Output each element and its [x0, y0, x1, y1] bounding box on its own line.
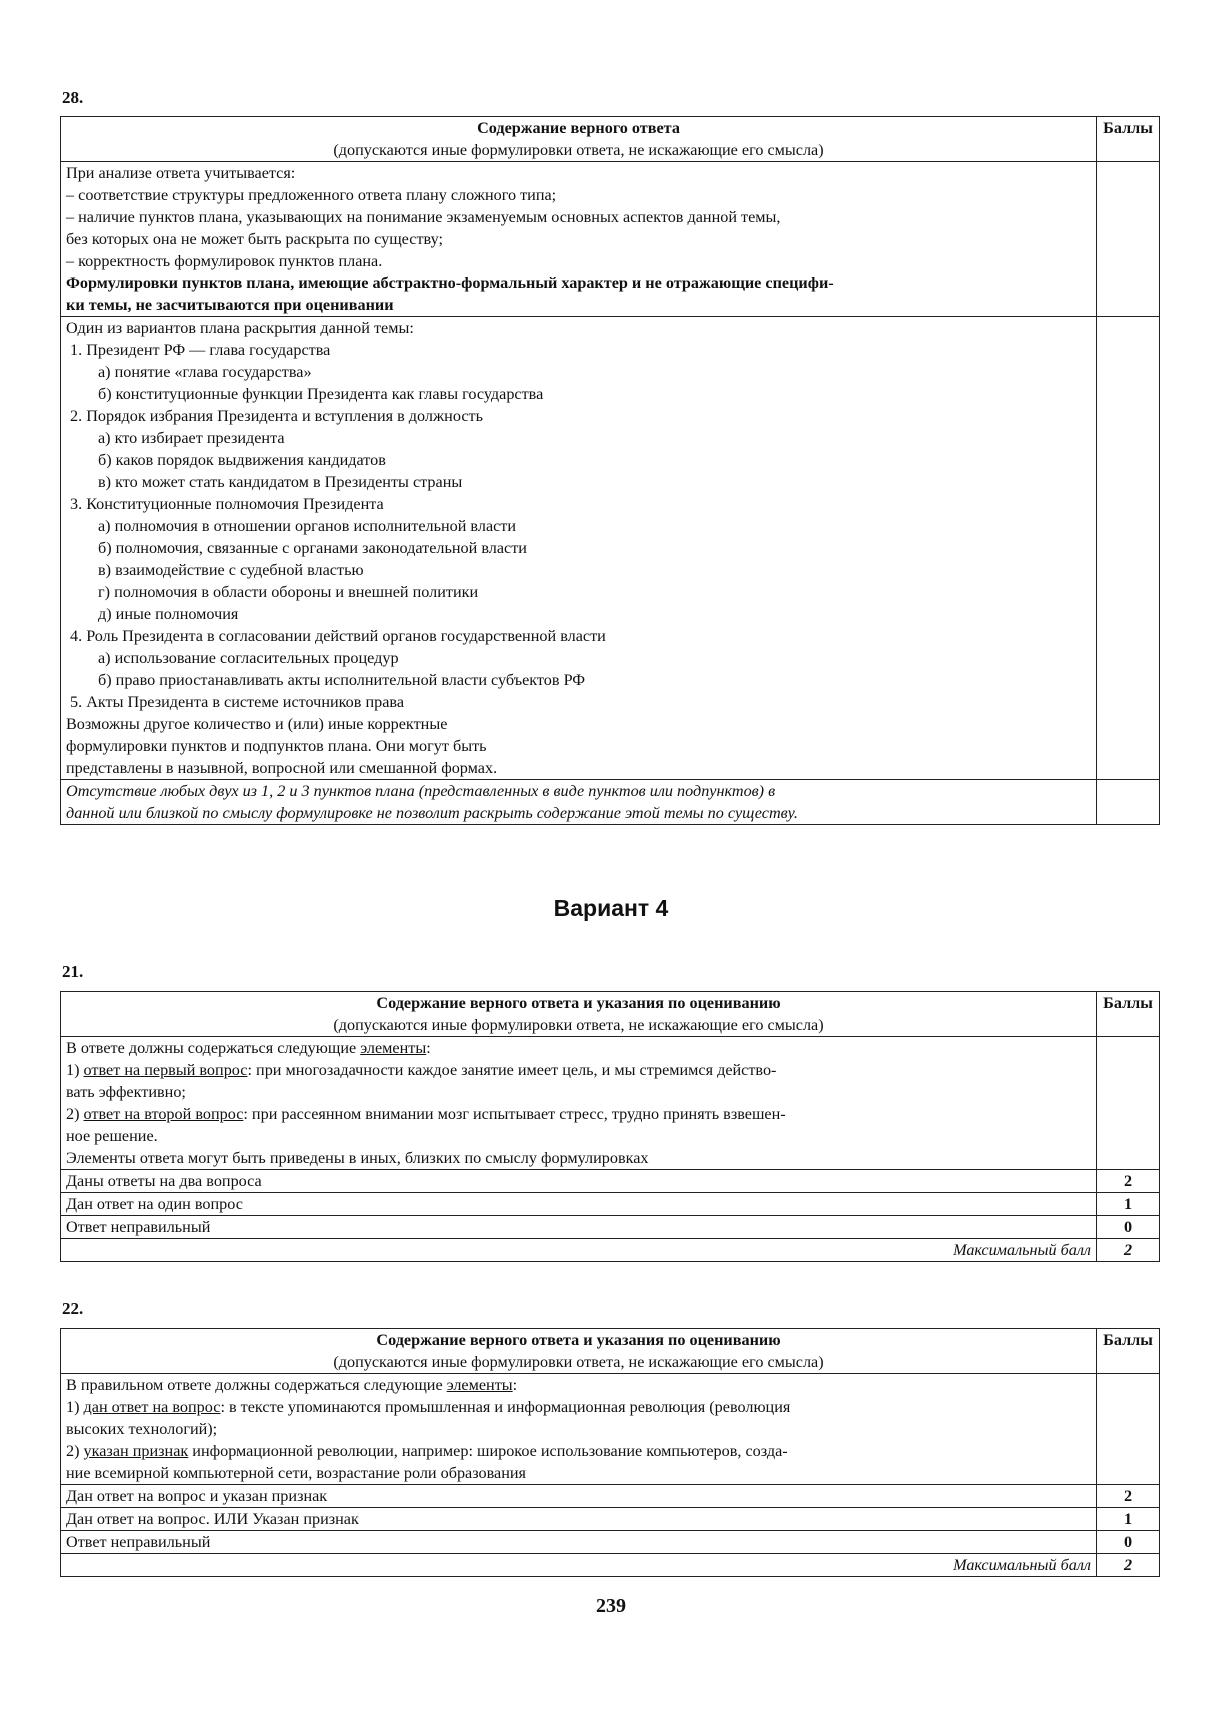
element-2: 2) ответ на второй вопрос: при рассеянном внимании мозг испытывает стресс, трудно принять взвешен-	[66, 1105, 786, 1123]
criteria-line: без которых она не может быть раскрыта по существу;	[66, 230, 443, 248]
plan-subitem: а) кто избирает президента	[98, 429, 285, 447]
plan-item: 1. Президент РФ — глава государства	[70, 341, 331, 359]
header-title: Содержание верного ответа и указания по оцениванию	[376, 994, 781, 1012]
variant-title: Вариант 4	[553, 895, 669, 921]
criteria-bold-line: ки темы, не засчитываются при оценивании	[66, 296, 394, 314]
points-header: Баллы	[1097, 1329, 1160, 1374]
criteria-line: – соответствие структуры предложенного ответа плану сложного типа;	[66, 186, 557, 204]
page-number: 239	[596, 1595, 626, 1617]
header-subtitle: (допускаются иные формулировки ответа, не искажающие его смысла)	[333, 1353, 824, 1371]
table-header	[61, 117, 1097, 162]
element-1: 1) ответ на первый вопрос: при многозадачности каждое занятие имеет цель, и мы стремимся действо-	[66, 1061, 777, 1079]
elements-cell	[61, 1037, 1097, 1170]
table-header	[61, 992, 1097, 1037]
score-row	[61, 1508, 1160, 1531]
plan-subitem: б) конституционные функции Президента как главы государства	[98, 385, 544, 403]
score-label: Ответ неправильный	[61, 1216, 1097, 1239]
score-points: 2	[1097, 1170, 1160, 1193]
points-header: Баллы	[1097, 992, 1160, 1037]
header-title: Содержание верного ответа и указания по оцениванию	[376, 1331, 781, 1349]
plan-subitem: а) полномочия в отношении органов исполнительной власти	[98, 517, 517, 535]
max-score-row	[61, 1554, 1160, 1577]
criteria-line: – корректность формулировок пунктов плана.	[66, 252, 383, 270]
italic-note-cell	[61, 780, 1097, 825]
score-row	[61, 1531, 1160, 1554]
score-points: 1	[1097, 1193, 1160, 1216]
question-number-22: 22.	[62, 1299, 84, 1318]
points-cell	[1097, 317, 1160, 780]
plan-item: 5. Акты Президента в системе источников права	[70, 693, 405, 711]
elements-intro: В правильном ответе должны содержаться следующие элементы:	[66, 1376, 518, 1394]
score-label: Даны ответы на два вопроса	[61, 1170, 1097, 1193]
element-1: 1) дан ответ на вопрос: в тексте упоминаются промышленная и информационная революция (революция	[66, 1398, 791, 1416]
element-1-cont: высоких технологий);	[66, 1420, 218, 1438]
points-cell	[1097, 780, 1160, 825]
points-cell	[1097, 162, 1160, 317]
score-row	[61, 1193, 1160, 1216]
score-points: 1	[1097, 1508, 1160, 1531]
score-points: 0	[1097, 1531, 1160, 1554]
italic-note: данной или близкой по смыслу формулировке не позволит раскрыть содержание этой темы по существу.	[66, 804, 798, 822]
question-number-28: 28.	[62, 88, 84, 107]
score-row	[61, 1216, 1160, 1239]
criteria-cell	[61, 162, 1097, 317]
score-row	[61, 1485, 1160, 1508]
plan-cell	[61, 317, 1097, 780]
plan-subitem: б) полномочия, связанные с органами законодательной власти	[98, 539, 527, 557]
italic-note: Отсутствие любых двух из 1, 2 и 3 пунктов плана (представленных в виде пунктов или подпунктов) в	[66, 782, 776, 800]
max-score-points: 2	[1097, 1239, 1160, 1262]
plan-intro: Один из вариантов плана раскрытия данной темы:	[66, 319, 414, 337]
score-points: 0	[1097, 1216, 1160, 1239]
plan-subitem: д) иные полномочия	[98, 605, 239, 623]
score-label: Дан ответ на вопрос. ИЛИ Указан признак	[61, 1508, 1097, 1531]
criteria-line: При анализе ответа учитывается:	[66, 164, 296, 182]
header-subtitle: (допускаются иные формулировки ответа, не искажающие его смысла)	[333, 141, 824, 159]
max-score-points: 2	[1097, 1554, 1160, 1577]
question-number-21: 21.	[62, 962, 84, 981]
plan-subitem: г) полномочия в области обороны и внешней политики	[98, 583, 479, 601]
answer-table-22	[60, 1328, 1160, 1577]
plan-subitem: в) взаимодействие с судебной властью	[98, 561, 364, 579]
element-2-cont: ние всемирной компьютерной сети, возрастание роли образования	[66, 1464, 526, 1482]
points-header: Баллы	[1097, 117, 1160, 162]
max-score-row	[61, 1239, 1160, 1262]
score-label: Дан ответ на вопрос и указан признак	[61, 1485, 1097, 1508]
score-points: 2	[1097, 1485, 1160, 1508]
plan-subitem: б) право приостанавливать акты исполнительной власти субъектов РФ	[98, 671, 586, 689]
score-label: Ответ неправильный	[61, 1531, 1097, 1554]
plan-item: 4. Роль Президента в согласовании действий органов государственной власти	[70, 627, 606, 645]
max-score-label: Максимальный балл	[61, 1554, 1097, 1577]
element-1-cont: вать эффективно;	[66, 1083, 186, 1101]
answer-table-21	[60, 991, 1160, 1262]
plan-subitem: в) кто может стать кандидатом в Президенты страны	[98, 473, 463, 491]
elements-note: Элементы ответа могут быть приведены в иных, близких по смыслу формулировках	[66, 1149, 649, 1167]
points-cell	[1097, 1037, 1160, 1170]
plan-item: 3. Конституционные полномочия Президента	[70, 495, 384, 513]
score-row	[61, 1170, 1160, 1193]
plan-subitem: а) использование согласительных процедур	[98, 649, 399, 667]
header-subtitle: (допускаются иные формулировки ответа, не искажающие его смысла)	[333, 1016, 824, 1034]
elements-intro: В ответе должны содержаться следующие элементы:	[66, 1039, 431, 1057]
header-title: Содержание верного ответа	[477, 119, 680, 137]
elements-cell	[61, 1374, 1097, 1485]
element-2: 2) указан признак информационной революции, например: широкое использование компьютеров, созда-	[66, 1442, 788, 1460]
plan-item: 2. Порядок избрания Президента и вступления в должность	[70, 407, 483, 425]
plan-note: Возможны другое количество и (или) иные корректные	[66, 715, 448, 733]
points-cell	[1097, 1374, 1160, 1485]
plan-note: представлены в назывной, вопросной или смешанной формах.	[66, 759, 498, 777]
plan-subitem: а) понятие «глава государства»	[98, 363, 312, 381]
element-2-cont: ное решение.	[66, 1127, 158, 1145]
criteria-bold-line: Формулировки пунктов плана, имеющие абстрактно-формальный характер и не отражающие специфи-	[66, 274, 834, 292]
score-label: Дан ответ на один вопрос	[61, 1193, 1097, 1216]
table-header	[61, 1329, 1097, 1374]
plan-note: формулировки пунктов и подпунктов плана. Они могут быть	[66, 737, 487, 755]
plan-subitem: б) каков порядок выдвижения кандидатов	[98, 451, 386, 469]
criteria-line: – наличие пунктов плана, указывающих на понимание экзаменуемым основных аспектов данной темы,	[66, 208, 781, 226]
answer-table-28	[60, 116, 1160, 825]
max-score-label: Максимальный балл	[61, 1239, 1097, 1262]
